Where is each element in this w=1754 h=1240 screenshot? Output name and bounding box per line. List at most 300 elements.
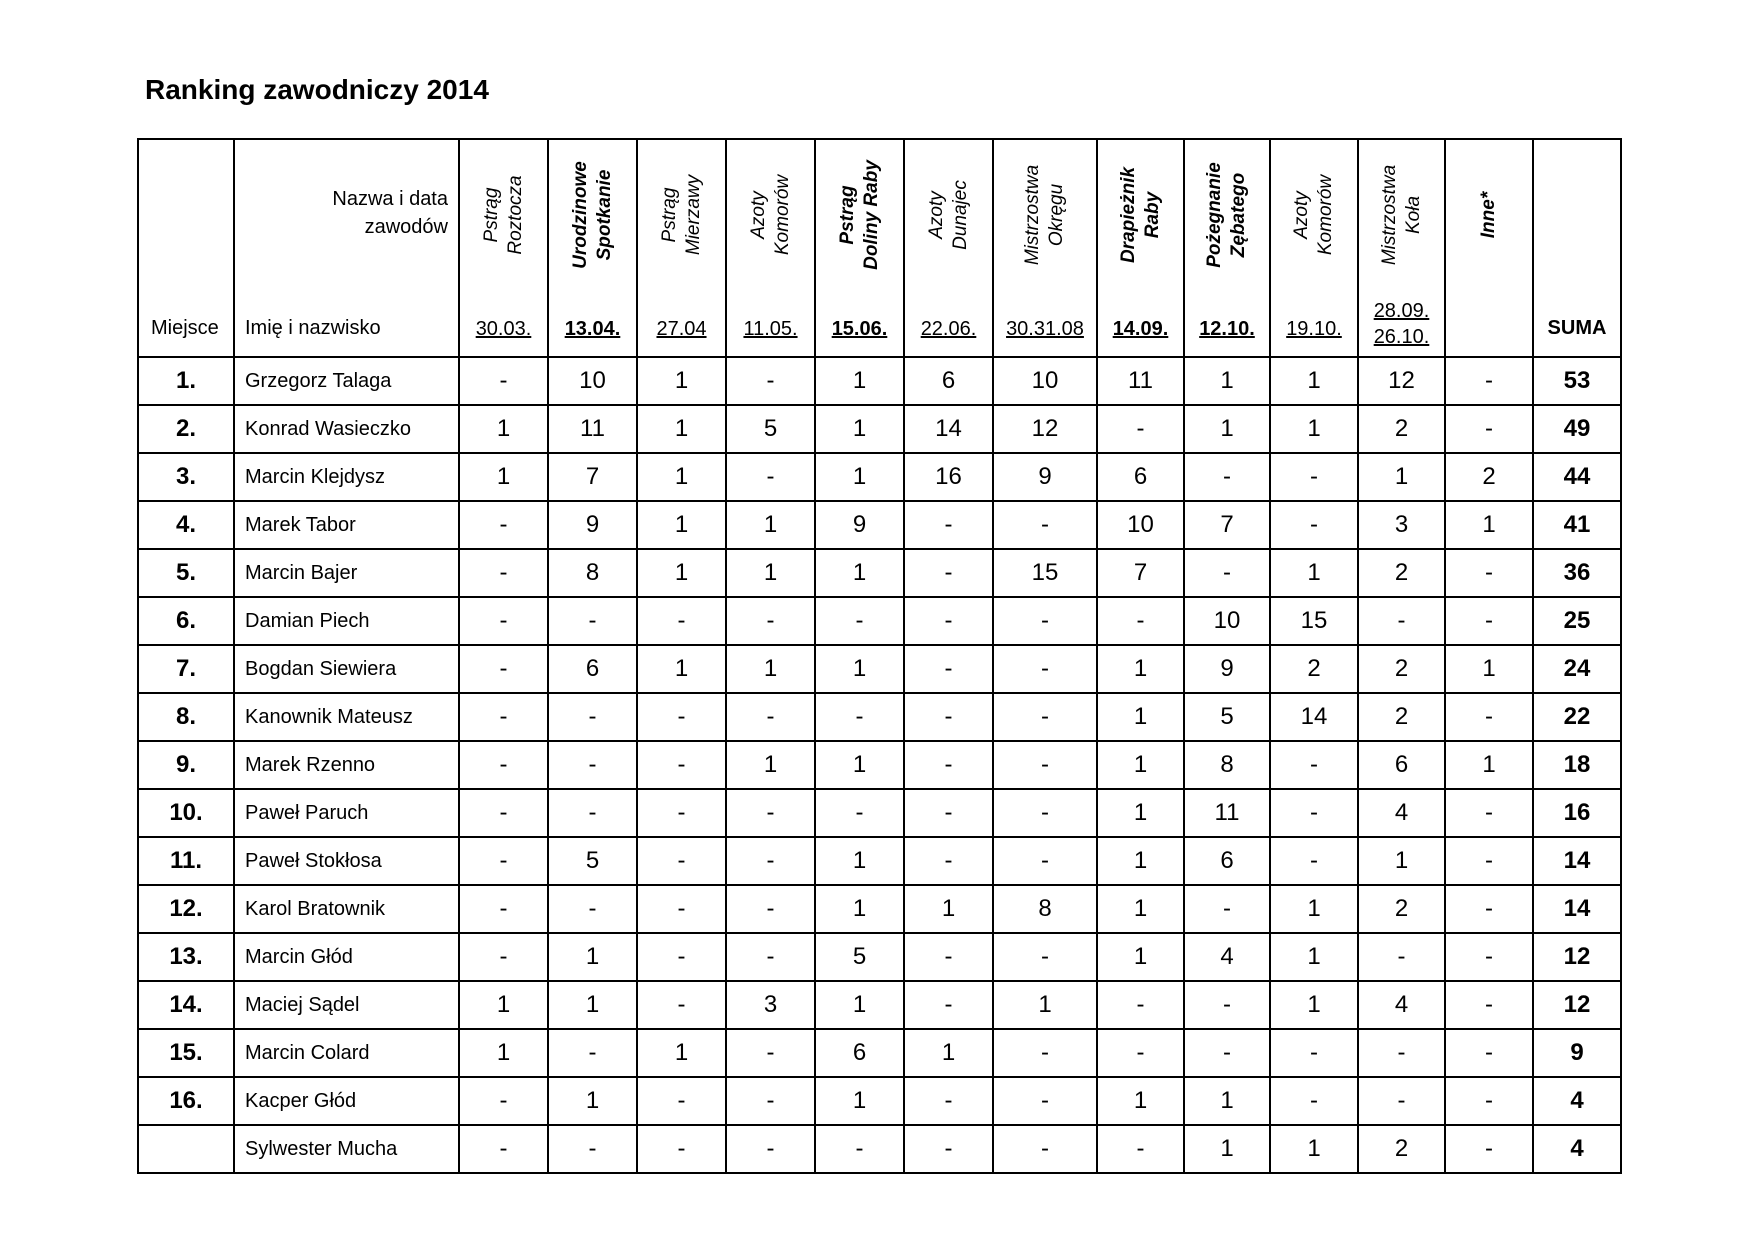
score-cell: -: [548, 1125, 637, 1173]
competition-name-line1: Drapieżnik: [1117, 166, 1139, 264]
score-cell: 1: [993, 981, 1097, 1029]
place-cell: 6.: [138, 597, 234, 645]
score-cell: -: [1097, 597, 1184, 645]
competition-date: [1185, 316, 1269, 342]
place-cell: 15.: [138, 1029, 234, 1077]
score-cell: -: [993, 1029, 1097, 1077]
score-cell: 1: [1097, 693, 1184, 741]
header-competition: [1270, 139, 1358, 357]
score-cell: -: [815, 597, 904, 645]
score-cell: 15: [993, 549, 1097, 597]
table-row: [138, 1125, 1621, 1173]
sum-cell: 49: [1533, 405, 1621, 453]
score-cell: 2: [1358, 1125, 1445, 1173]
score-cell: -: [459, 789, 548, 837]
score-cell: -: [1445, 933, 1533, 981]
score-cell: 1: [726, 501, 815, 549]
score-cell: -: [726, 693, 815, 741]
competition-date: [549, 316, 636, 342]
table-row: [138, 597, 1621, 645]
score-cell: 11: [548, 405, 637, 453]
score-cell: -: [993, 1125, 1097, 1173]
score-cell: -: [904, 693, 993, 741]
competition-name-line2: Komorów: [771, 174, 793, 256]
score-cell: 2: [1445, 453, 1533, 501]
ranking-table: [137, 138, 1622, 1174]
score-cell: -: [904, 741, 993, 789]
page-title: Ranking zawodniczy 2014: [145, 74, 489, 105]
score-cell: -: [637, 1125, 726, 1173]
score-cell: 5: [726, 405, 815, 453]
score-cell: 1: [1097, 789, 1184, 837]
score-cell: 1: [1270, 357, 1358, 405]
header-competition: [904, 139, 993, 357]
competition-date-line1: 30.31.08: [1006, 318, 1084, 340]
score-cell: -: [904, 645, 993, 693]
header-suma: SUMA: [1533, 139, 1621, 357]
score-cell: -: [904, 933, 993, 981]
competition-name: [1477, 150, 1501, 280]
header-competition: [726, 139, 815, 357]
score-cell: 1: [1445, 645, 1533, 693]
score-cell: -: [1445, 1077, 1533, 1125]
competition-name-line1: Azoty: [1291, 191, 1312, 239]
sum-cell: 41: [1533, 501, 1621, 549]
competition-name-line2: Koła: [1402, 195, 1424, 235]
score-cell: -: [1445, 1029, 1533, 1077]
score-cell: 8: [1184, 741, 1270, 789]
score-cell: 1: [1097, 885, 1184, 933]
score-cell: 1: [815, 645, 904, 693]
score-cell: 1: [1097, 933, 1184, 981]
score-cell: -: [993, 501, 1097, 549]
competition-name-line1: Mistrzostwa: [1378, 164, 1400, 266]
table-row: [138, 1077, 1621, 1125]
score-cell: -: [1358, 1077, 1445, 1125]
score-cell: 6: [1097, 453, 1184, 501]
place-cell: 13.: [138, 933, 234, 981]
table-row: [138, 885, 1621, 933]
score-cell: 4: [1184, 933, 1270, 981]
score-cell: -: [459, 741, 548, 789]
score-cell: 1: [726, 549, 815, 597]
place-cell: 11.: [138, 837, 234, 885]
score-cell: -: [904, 837, 993, 885]
competitor-name-cell: Marcin Bajer: [234, 549, 459, 597]
score-cell: -: [904, 549, 993, 597]
sum-cell: 16: [1533, 789, 1621, 837]
score-cell: -: [637, 693, 726, 741]
competition-date-line1: 30.03.: [475, 318, 532, 340]
competitor-name-cell: Grzegorz Talaga: [234, 357, 459, 405]
place-cell: 2.: [138, 405, 234, 453]
competition-name: [836, 150, 884, 280]
competition-name-line1: Azoty: [925, 191, 947, 239]
competition-date: [638, 316, 725, 342]
score-cell: 5: [548, 837, 637, 885]
sum-cell: 24: [1533, 645, 1621, 693]
score-cell: -: [459, 933, 548, 981]
sum-cell: 14: [1533, 885, 1621, 933]
score-cell: 1: [815, 741, 904, 789]
score-cell: 1: [1445, 741, 1533, 789]
score-cell: -: [1270, 741, 1358, 789]
sum-cell: 14: [1533, 837, 1621, 885]
score-cell: -: [1445, 405, 1533, 453]
score-cell: 1: [637, 645, 726, 693]
place-cell: 8.: [138, 693, 234, 741]
score-cell: -: [1097, 1125, 1184, 1173]
score-cell: 14: [1270, 693, 1358, 741]
score-cell: -: [548, 741, 637, 789]
score-cell: -: [548, 693, 637, 741]
competitor-name-cell: Paweł Stokłosa: [234, 837, 459, 885]
header-competition: [637, 139, 726, 357]
table-row: [138, 789, 1621, 837]
competitor-name-cell: Karol Bratownik: [234, 885, 459, 933]
competition-name: [1203, 150, 1251, 280]
sum-cell: 22: [1533, 693, 1621, 741]
score-cell: -: [726, 597, 815, 645]
score-cell: 14: [904, 405, 993, 453]
score-cell: -: [459, 501, 548, 549]
score-cell: 7: [548, 453, 637, 501]
score-cell: 1: [637, 357, 726, 405]
competition-name: [569, 150, 617, 280]
score-cell: 9: [815, 501, 904, 549]
competition-name-line1: Pstrąg: [836, 185, 858, 245]
score-cell: -: [726, 453, 815, 501]
score-cell: -: [726, 837, 815, 885]
score-cell: 1: [548, 981, 637, 1029]
place-cell: 9.: [138, 741, 234, 789]
score-cell: 1: [1270, 981, 1358, 1029]
score-cell: -: [726, 933, 815, 981]
score-cell: 1: [1270, 933, 1358, 981]
score-cell: -: [726, 357, 815, 405]
competition-name-line2: Doliny Raby: [860, 160, 882, 270]
competition-name: [658, 150, 706, 280]
score-cell: -: [1445, 1125, 1533, 1173]
score-cell: -: [993, 597, 1097, 645]
place-cell: 10.: [138, 789, 234, 837]
score-cell: 8: [548, 549, 637, 597]
score-cell: 2: [1358, 693, 1445, 741]
competition-date: [994, 316, 1096, 342]
competition-name-line2: Zębatego: [1228, 172, 1249, 258]
score-cell: 1: [815, 549, 904, 597]
competitor-name-cell: Marcin Głód: [234, 933, 459, 981]
score-cell: 1: [1097, 741, 1184, 789]
place-cell: 4.: [138, 501, 234, 549]
header-competition: [815, 139, 904, 357]
competitor-name-cell: Kanownik Mateusz: [234, 693, 459, 741]
competitor-name-cell: Marek Rzenno: [234, 741, 459, 789]
competition-date: [1098, 316, 1183, 342]
score-cell: -: [548, 885, 637, 933]
score-cell: -: [993, 645, 1097, 693]
competition-date-line2: 26.10.: [1373, 326, 1430, 348]
score-cell: 6: [904, 357, 993, 405]
header-competition: [1445, 139, 1533, 357]
competition-date: [905, 316, 992, 342]
competition-name: [1378, 150, 1426, 280]
place-cell: 16.: [138, 1077, 234, 1125]
score-cell: 1: [726, 741, 815, 789]
score-cell: -: [459, 1125, 548, 1173]
score-cell: -: [815, 789, 904, 837]
score-cell: 2: [1358, 405, 1445, 453]
competition-name-line2: Okręgu: [1046, 183, 1067, 247]
score-cell: -: [637, 1077, 726, 1125]
score-cell: 6: [1358, 741, 1445, 789]
competition-date-line1: 15.06.: [831, 318, 888, 340]
score-cell: 1: [637, 453, 726, 501]
score-cell: -: [1270, 1029, 1358, 1077]
score-cell: -: [726, 1125, 815, 1173]
header-nazwa-line1: Nazwa i data: [332, 188, 448, 210]
score-cell: 7: [1184, 501, 1270, 549]
sum-cell: 53: [1533, 357, 1621, 405]
score-cell: -: [1270, 1077, 1358, 1125]
score-cell: -: [1184, 549, 1270, 597]
table-row: [138, 645, 1621, 693]
score-cell: 1: [548, 1077, 637, 1125]
table-row: [138, 837, 1621, 885]
score-cell: 11: [1184, 789, 1270, 837]
sum-cell: 9: [1533, 1029, 1621, 1077]
header-nazwa-label: [332, 185, 448, 241]
competition-name: [1021, 150, 1069, 280]
score-cell: 1: [637, 1029, 726, 1077]
score-cell: 12: [1358, 357, 1445, 405]
score-cell: 15: [1270, 597, 1358, 645]
score-cell: -: [815, 693, 904, 741]
score-cell: -: [459, 693, 548, 741]
competitor-name-cell: Marcin Klejdysz: [234, 453, 459, 501]
score-cell: 9: [548, 501, 637, 549]
competition-name: [480, 150, 528, 280]
score-cell: 1: [459, 453, 548, 501]
score-cell: -: [904, 981, 993, 1029]
score-cell: 8: [993, 885, 1097, 933]
score-cell: -: [1445, 357, 1533, 405]
score-cell: 6: [1184, 837, 1270, 885]
score-cell: 1: [815, 357, 904, 405]
place-cell: 5.: [138, 549, 234, 597]
table-row: [138, 1029, 1621, 1077]
table-body: [138, 357, 1621, 1173]
score-cell: 1: [1270, 885, 1358, 933]
score-cell: -: [459, 549, 548, 597]
score-cell: 4: [1358, 981, 1445, 1029]
score-cell: -: [993, 693, 1097, 741]
score-cell: -: [726, 1029, 815, 1077]
competition-date-line1: 28.09.: [1373, 300, 1430, 322]
header-competition: [1184, 139, 1270, 357]
score-cell: -: [993, 837, 1097, 885]
table-row: [138, 405, 1621, 453]
score-cell: -: [993, 933, 1097, 981]
score-cell: 2: [1358, 549, 1445, 597]
place-cell: 1.: [138, 357, 234, 405]
competitor-name-cell: Paweł Paruch: [234, 789, 459, 837]
header-imie-label: Imię i nazwisko: [245, 317, 381, 339]
score-cell: 1: [1358, 453, 1445, 501]
score-cell: -: [815, 1125, 904, 1173]
score-cell: -: [1184, 981, 1270, 1029]
score-cell: 1: [904, 885, 993, 933]
table-row: [138, 549, 1621, 597]
sum-cell: 12: [1533, 981, 1621, 1029]
score-cell: -: [904, 501, 993, 549]
competition-name-line2: Dunajec: [949, 180, 971, 250]
table-row: [138, 357, 1621, 405]
competition-name-line1: Azoty: [747, 191, 769, 239]
score-cell: 1: [459, 1029, 548, 1077]
score-cell: 2: [1270, 645, 1358, 693]
score-cell: 1: [1184, 1125, 1270, 1173]
competition-name-line2: Raby: [1141, 191, 1163, 239]
score-cell: -: [637, 741, 726, 789]
score-cell: 1: [1097, 837, 1184, 885]
score-cell: 1: [548, 933, 637, 981]
score-cell: 16: [904, 453, 993, 501]
score-cell: -: [1184, 1029, 1270, 1077]
score-cell: 1: [1358, 837, 1445, 885]
score-cell: -: [637, 597, 726, 645]
competition-date-line1: 27.04: [656, 318, 707, 340]
score-cell: 1: [815, 981, 904, 1029]
score-cell: 1: [1184, 1077, 1270, 1125]
score-cell: 9: [1184, 645, 1270, 693]
score-cell: 1: [904, 1029, 993, 1077]
score-cell: -: [1184, 885, 1270, 933]
score-cell: -: [993, 1077, 1097, 1125]
score-cell: 1: [726, 645, 815, 693]
score-cell: -: [1097, 1029, 1184, 1077]
competition-name-line1: Pstrąg: [658, 187, 680, 243]
sum-cell: 18: [1533, 741, 1621, 789]
competition-date-line1: 22.06.: [920, 318, 977, 340]
score-cell: -: [1270, 789, 1358, 837]
score-cell: -: [1097, 981, 1184, 1029]
competition-date-line1: 19.10.: [1286, 318, 1342, 340]
competition-name-line2: Mierzawy: [682, 174, 704, 256]
score-cell: 1: [637, 405, 726, 453]
score-cell: -: [993, 789, 1097, 837]
competition-name-line2: Roztocza: [504, 175, 526, 255]
table-row: [138, 933, 1621, 981]
score-cell: -: [459, 597, 548, 645]
score-cell: -: [1097, 405, 1184, 453]
score-cell: 1: [637, 501, 726, 549]
competition-name-line1: Pstrąg: [480, 187, 502, 243]
score-cell: -: [726, 1077, 815, 1125]
competitor-name-cell: Maciej Sądel: [234, 981, 459, 1029]
score-cell: -: [637, 789, 726, 837]
score-cell: 6: [548, 645, 637, 693]
score-cell: -: [904, 597, 993, 645]
score-cell: -: [459, 1077, 548, 1125]
score-cell: -: [1358, 933, 1445, 981]
score-cell: -: [637, 885, 726, 933]
score-cell: -: [1445, 789, 1533, 837]
competition-date: [460, 316, 547, 342]
score-cell: 1: [1270, 405, 1358, 453]
competition-date: [816, 316, 903, 342]
score-cell: -: [993, 741, 1097, 789]
competitor-name-cell: Damian Piech: [234, 597, 459, 645]
competitor-name-cell: Kacper Głód: [234, 1077, 459, 1125]
competition-date-line1: 11.05.: [743, 318, 798, 340]
competitor-name-cell: Marcin Colard: [234, 1029, 459, 1077]
score-cell: 12: [993, 405, 1097, 453]
score-cell: 1: [1097, 1077, 1184, 1125]
header-competition: [459, 139, 548, 357]
score-cell: 9: [993, 453, 1097, 501]
score-cell: 1: [1270, 549, 1358, 597]
place-cell: 12.: [138, 885, 234, 933]
score-cell: -: [904, 1125, 993, 1173]
table-row: [138, 693, 1621, 741]
score-cell: 4: [1358, 789, 1445, 837]
score-cell: -: [637, 933, 726, 981]
competition-date: [1271, 316, 1357, 342]
score-cell: -: [1270, 453, 1358, 501]
score-cell: 1: [815, 453, 904, 501]
competition-name-line2: Spotkanie: [593, 169, 615, 261]
score-cell: 1: [637, 549, 726, 597]
score-cell: 1: [459, 405, 548, 453]
score-cell: -: [548, 789, 637, 837]
sum-cell: 25: [1533, 597, 1621, 645]
score-cell: 1: [815, 837, 904, 885]
place-cell: 3.: [138, 453, 234, 501]
competition-date-line1: 12.10.: [1199, 318, 1255, 340]
score-cell: -: [1358, 1029, 1445, 1077]
score-cell: -: [637, 981, 726, 1029]
sum-cell: 4: [1533, 1077, 1621, 1125]
score-cell: 1: [815, 885, 904, 933]
score-cell: -: [637, 837, 726, 885]
score-cell: 1: [1445, 501, 1533, 549]
score-cell: 5: [815, 933, 904, 981]
score-cell: 1: [459, 981, 548, 1029]
score-cell: 10: [1097, 501, 1184, 549]
competition-date-line1: 13.04.: [564, 318, 621, 340]
score-cell: 7: [1097, 549, 1184, 597]
competition-name-line1: Urodzinowe: [569, 161, 591, 269]
competition-name: [1290, 150, 1338, 280]
score-cell: -: [1445, 885, 1533, 933]
table-header-row: [138, 139, 1621, 357]
table-row: [138, 981, 1621, 1029]
header-name-cell: [234, 139, 459, 357]
score-cell: 3: [726, 981, 815, 1029]
competitor-name-cell: Konrad Wasieczko: [234, 405, 459, 453]
score-cell: -: [726, 885, 815, 933]
header-competition: [1358, 139, 1445, 357]
score-cell: -: [459, 357, 548, 405]
score-cell: -: [459, 645, 548, 693]
score-cell: -: [1270, 501, 1358, 549]
header-nazwa-line2: zawodów: [364, 216, 448, 238]
sum-cell: 12: [1533, 933, 1621, 981]
score-cell: 6: [815, 1029, 904, 1077]
competition-name: [747, 150, 795, 280]
score-cell: -: [904, 1077, 993, 1125]
